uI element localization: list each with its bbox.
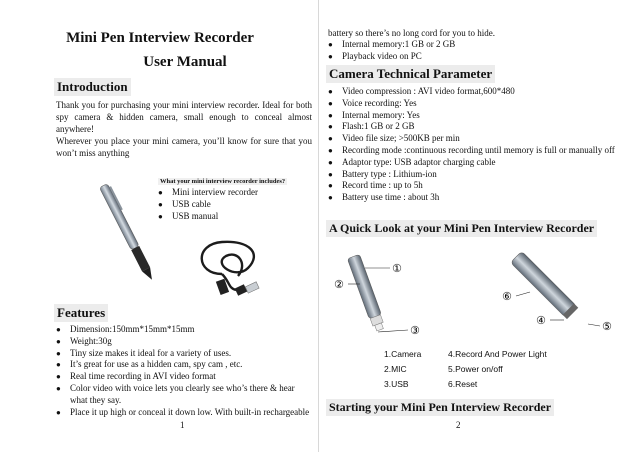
includes-list — [158, 187, 258, 222]
legend-camera: 1.Camera — [384, 349, 422, 359]
legend-record-power-light: 4.Record And Power Light — [448, 349, 547, 359]
callout-3: ③ — [410, 324, 420, 337]
continued-list — [328, 39, 628, 63]
callout-2: ② — [334, 278, 344, 291]
continued-text: battery so there’s no long cord for you to hide. — [328, 28, 495, 38]
continued-item: ● Playback video on PC — [328, 51, 628, 63]
camera-param-item: ● Battery use time : about 3h — [328, 192, 628, 204]
camera-param-item: ● Flash:1 GB or 2 GB — [328, 121, 628, 133]
legend-mic: 2.MIC — [384, 364, 407, 374]
page-divider — [318, 0, 319, 452]
page-right — [320, 0, 640, 452]
continued-item: ● Internal memory:1 GB or 2 GB — [328, 39, 628, 51]
callout-5: ⑤ — [602, 320, 612, 333]
callout-1: ① — [392, 262, 402, 275]
legend-reset: 6.Reset — [448, 379, 478, 389]
usb-cable-image — [192, 234, 268, 300]
feature-item: ● Tiny size makes it ideal for a variety of uses. — [56, 348, 312, 360]
introduction-heading: Introduction — [54, 78, 131, 96]
legend-power: 5.Power on/off — [448, 364, 503, 374]
camera-param-item: ● Recording mode :continuous recording until memory is full or manually off — [328, 145, 628, 157]
feature-item: ● Dimension:150mm*15mm*15mm — [56, 324, 312, 336]
camera-param-item: ● Internal memory: Yes — [328, 110, 628, 122]
manual-subtitle: User Manual — [143, 54, 227, 70]
pen-parts-diagram — [330, 248, 630, 348]
legend-usb: 3.USB — [384, 379, 409, 389]
camera-param-item: ● Voice recording: Yes — [328, 98, 628, 110]
parts-legend — [384, 349, 634, 391]
quick-look-heading: A Quick Look at your Mini Pen Interview Recorder — [326, 220, 597, 237]
callout-6: ⑥ — [502, 290, 512, 303]
feature-item: ● Real time recording in AVI video format — [56, 371, 312, 383]
feature-item: ● It’s great for use as a hidden cam, spy cam , etc. — [56, 359, 312, 371]
camera-param-item: ● Record time : up to 5h — [328, 180, 628, 192]
feature-item: ● Color video with voice lets you clearly see who’s there & hear what they say. — [56, 383, 312, 407]
pen-recorder-image — [96, 178, 158, 288]
manual-title: Mini Pen Interview Recorder — [66, 30, 254, 46]
includes-title: What your mini interview recorder includes? — [160, 178, 286, 185]
intro-paragraph-1: Thank you for purchasing your mini interview recorder. Ideal for both spy camera & hidden camera, small enough to conceal almost anywhere! — [56, 100, 312, 134]
features-list — [56, 324, 312, 418]
camera-parameter-list — [328, 86, 628, 204]
callout-4: ④ — [536, 314, 546, 327]
includes-item: ● USB manual — [158, 211, 258, 223]
page-number: 2 — [456, 420, 461, 430]
intro-paragraph-2: Wherever you place your mini camera, you’ll know for sure that you won’t miss anything — [56, 136, 312, 158]
includes-item: ● USB cable — [158, 199, 258, 211]
camera-param-item: ● Battery type : Lithium-ion — [328, 169, 628, 181]
camera-param-item: ● Video compression : AVI video format,600*480 — [328, 86, 628, 98]
feature-item: ● Place it up high or conceal it down low. With built-in rechargeable — [56, 407, 312, 419]
camera-param-item: ● Video file size; >500KB per min — [328, 133, 628, 145]
page-number: 1 — [180, 420, 185, 430]
starting-heading: Starting your Mini Pen Interview Recorder — [326, 399, 554, 416]
camera-param-item: ● Adaptor type: USB adaptor charging cable — [328, 157, 628, 169]
includes-item: ● Mini interview recorder — [158, 187, 258, 199]
feature-item: ● Weight:30g — [56, 336, 312, 348]
camera-parameter-heading: Camera Technical Parameter — [326, 65, 495, 83]
features-heading: Features — [54, 304, 108, 322]
